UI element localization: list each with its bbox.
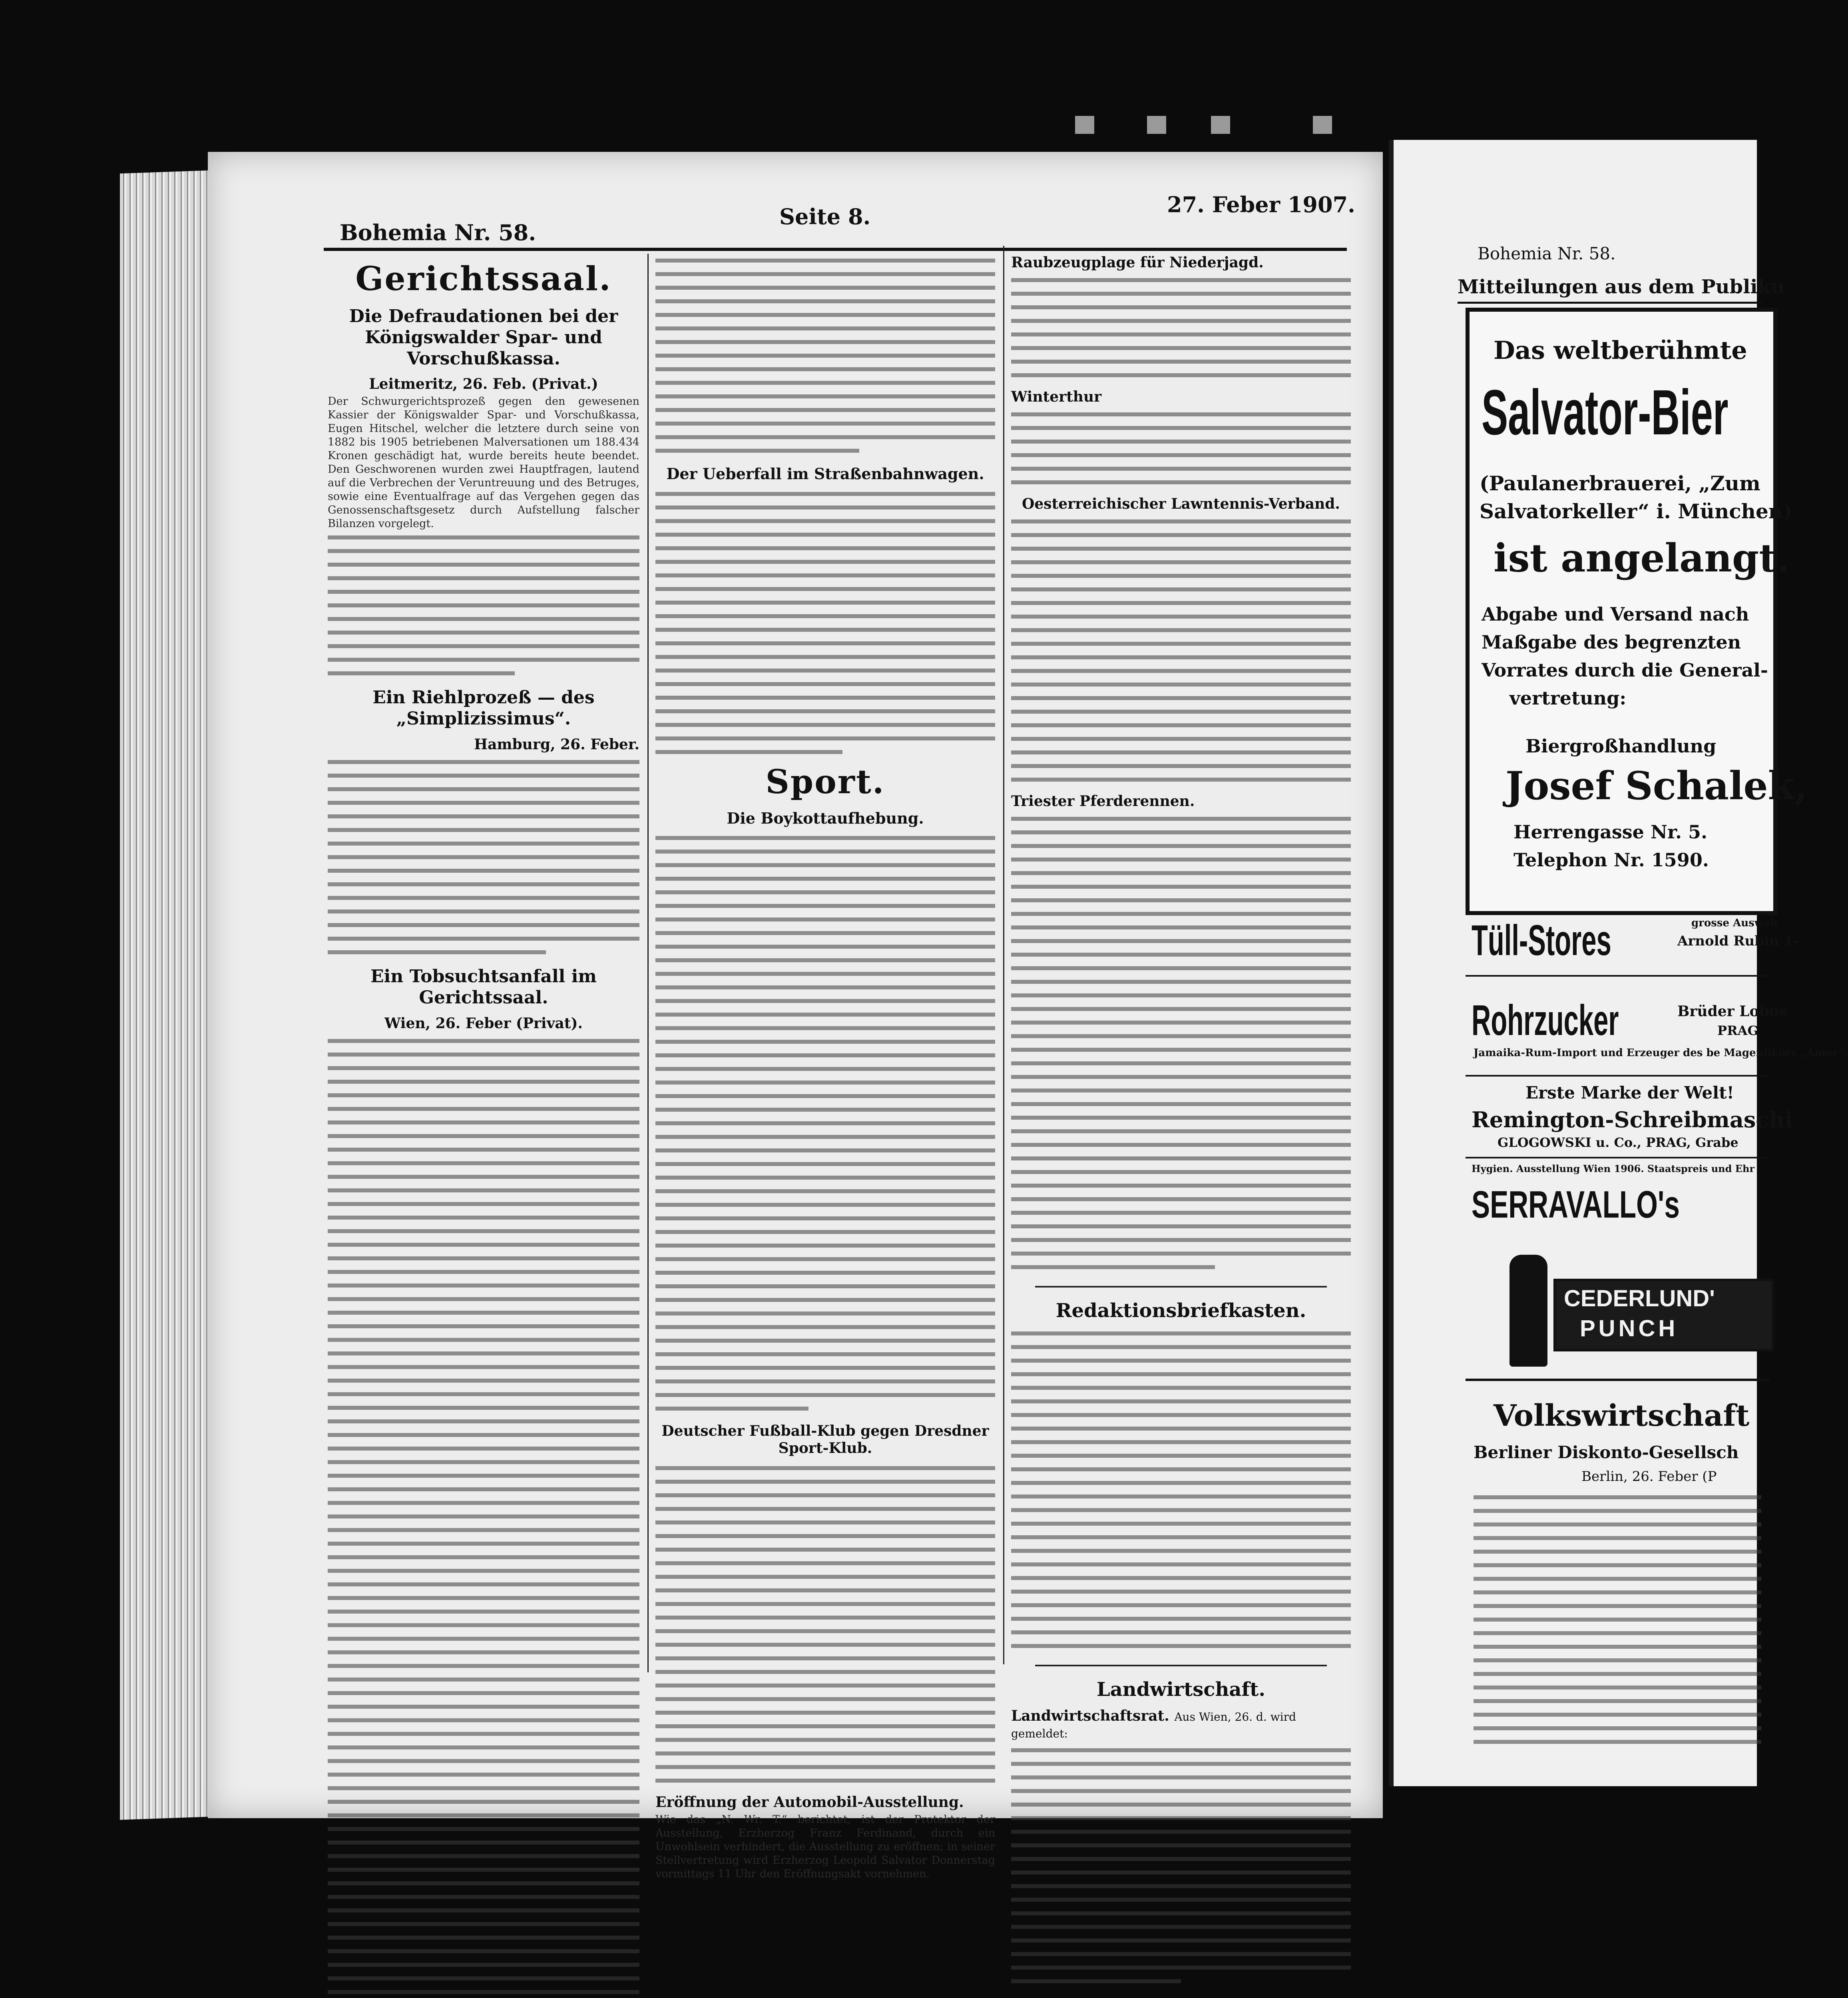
serravallo-ad: SERRAVALLO's xyxy=(1472,1183,1680,1226)
article-title xyxy=(1011,1707,1351,1741)
article-text: Wie das „N. Wr. T.“ berichtet, ist der Protektor der Ausstellung, Erzherzog Franz Ferdinand, durch ein Unwohlsein verhindert, die Ausstellung zu eröffnen; in seiner Stellvertretung wird Erzherzog Leopold Salvator Donnerstag vormittags 11 Uhr den Eröffnungsakt vornehmen. xyxy=(655,1813,995,1880)
separator xyxy=(1035,1665,1327,1666)
header-left: Bohemia Nr. 58. xyxy=(340,220,536,245)
column-divider xyxy=(647,254,649,1672)
header-center: Seite 8. xyxy=(779,204,871,229)
article-text: Der Schwurgerichtsprozeß gegen den gewesenen Kassier der Königswalder Spar- und Vorschußkassa, Eugen Hitschel, welcher die letztere durch seine von 1882 bis 1905 betriebenen Malversationen um 188.434 Kronen geschädigt hat, wurde bereits heute beendet. Den Geschworenen wurden zwei Hauptfragen, lautend auf die Verbrechen der Veruntreuung und des Betruges, sowie eine Eventualfrage auf das Vergehen gegen das Genossenschaftsgesetz durch Aufstellung falscher Bilanzen vorgelegt. xyxy=(328,395,639,530)
book-tab xyxy=(1075,116,1094,134)
ad-rule xyxy=(1466,1379,1769,1381)
ad-side-text: grosse Auswah xyxy=(1691,917,1778,929)
book-page-edges xyxy=(120,170,216,1820)
section-title: Gerichtssaal. xyxy=(355,260,612,298)
book-tab xyxy=(1211,116,1230,134)
text-block xyxy=(655,254,995,458)
column-divider xyxy=(1003,246,1004,1664)
text-block xyxy=(1011,812,1351,1274)
ad-rule xyxy=(1466,1075,1769,1077)
remington-ad: Remington-Schreibmaschi xyxy=(1472,1107,1793,1132)
ad-side-text: Arnold Rubin 1- xyxy=(1677,933,1799,949)
column-2 xyxy=(655,254,995,1880)
section-title: Redaktionsbriefkasten. xyxy=(1055,1299,1306,1322)
ad-sub-text: Jamaika-Rum-Import und Erzeuger des be Magenlikörs „Amor“. xyxy=(1474,1047,1848,1059)
text-block xyxy=(1011,1327,1351,1653)
dateline: Leitmeritz, 26. Feb. (Privat.) xyxy=(369,376,598,393)
book-tab xyxy=(1147,116,1166,134)
banner-rule xyxy=(1458,302,1761,304)
rohrzucker-ad: Rohrzucker xyxy=(1472,996,1619,1044)
header-right: 27. Feber 1907. xyxy=(1167,192,1355,217)
section-title: Sport. xyxy=(765,762,885,801)
text-block xyxy=(655,487,995,759)
separator xyxy=(1035,1286,1327,1288)
right-page xyxy=(1389,140,1848,1786)
ad-rule xyxy=(1466,1157,1769,1158)
ad-line: Abgabe und Versand nach xyxy=(1482,603,1749,625)
ad-line: Das weltberühmte xyxy=(1494,336,1747,365)
dateline: Aus Wien, 26. d. wird gemeldet: xyxy=(1011,1710,1296,1741)
tuell-stores-ad: Tüll-Stores xyxy=(1472,916,1611,964)
public-notices-banner: Mitteilungen aus dem Publiku xyxy=(1458,276,1785,298)
salvator-ad xyxy=(1466,308,1808,915)
ad-line: Vorrates durch die General- xyxy=(1482,659,1768,681)
article-title: Die Boykottaufhebung. xyxy=(727,809,924,827)
text-block xyxy=(1011,1743,1351,1988)
ad-line: (Paulanerbrauerei, „Zum xyxy=(1480,472,1760,495)
dateline: Hamburg, 26. Feber. xyxy=(474,736,639,753)
text-block xyxy=(655,831,995,1415)
cederlund-ad xyxy=(1553,1279,1774,1351)
text-block xyxy=(328,531,639,680)
ad-rule xyxy=(1466,975,1769,977)
section-title: Landwirtschaft. xyxy=(1096,1678,1266,1701)
left-page xyxy=(208,152,1383,1880)
bottle-icon xyxy=(1509,1255,1547,1367)
ad-side-text: PRAG xyxy=(1717,1023,1758,1038)
right-header: Bohemia Nr. 58. xyxy=(1478,244,1616,263)
ad-line: Maßgabe des begrenzten xyxy=(1482,631,1741,653)
text-block xyxy=(328,755,639,959)
text-block xyxy=(328,1034,639,1998)
ad-line: Biergroßhandlung xyxy=(1525,735,1717,757)
text-block xyxy=(1011,273,1351,382)
right-text-block xyxy=(1474,1491,1761,1750)
text-block xyxy=(655,1461,995,1787)
text-block xyxy=(1011,515,1351,786)
ad-headline: Salvator-Bier xyxy=(1482,376,1729,448)
book-tab xyxy=(1313,116,1332,134)
article-title: Ein Riehlprozeß — des „Simplizissimus“. xyxy=(372,687,595,729)
article-title: Winterthur xyxy=(1011,388,1102,405)
article-title: Deutscher Fußball-Klub gegen Dresdner Sport-Klub. xyxy=(661,1423,989,1457)
ad-line: Telephon Nr. 1590. xyxy=(1513,849,1709,871)
article-title: Triester Pferderennen. xyxy=(1011,793,1195,810)
ad-line: vertretung: xyxy=(1509,687,1627,709)
subsection-title: Berliner Diskonto-Gesellsch xyxy=(1474,1443,1739,1462)
ad-line: Hygien. Ausstellung Wien 1906. Staatspreis und Ehr xyxy=(1472,1163,1755,1174)
ad-line: Josef Schalek, xyxy=(1505,763,1808,808)
article-title-text: Landwirtschaftsrat. xyxy=(1011,1707,1169,1725)
ad-line: GLOGOWSKI u. Co., PRAG, Grabe xyxy=(1498,1135,1738,1150)
column-1 xyxy=(328,256,639,1670)
article-title: Der Ueberfall im Straßenbahnwagen. xyxy=(666,465,984,483)
dateline: Wien, 26. Feber (Privat). xyxy=(384,1015,583,1032)
article-title: Ein Tobsuchtsanfall im Gerichtssaal. xyxy=(370,966,597,1008)
ad-line: Erste Marke der Welt! xyxy=(1525,1083,1734,1102)
ad-line: PUNCH xyxy=(1580,1315,1679,1341)
ad-side-text: Brüder Lobos xyxy=(1677,1003,1787,1020)
article-title: Oesterreichischer Lawntennis-Verband. xyxy=(1022,496,1340,512)
dateline: Berlin, 26. Feber (P xyxy=(1581,1469,1717,1485)
ad-line: Herrengasse Nr. 5. xyxy=(1513,821,1708,843)
article-title: Eröffnung der Automobil-Ausstellung. xyxy=(655,1793,964,1811)
ad-line: CEDERLUND' xyxy=(1564,1286,1715,1311)
article-title: Raubzeugplage für Niederjagd. xyxy=(1011,254,1264,271)
ad-line: Salvatorkeller“ i. München) xyxy=(1480,500,1792,523)
article-title: Die Defraudationen bei der Königswalder Spar- und Vorschußkassa. xyxy=(349,306,618,369)
text-block xyxy=(1011,408,1351,489)
column-3 xyxy=(1011,248,1351,1741)
ad-line: ist angelangt. xyxy=(1494,535,1790,581)
section-title: Volkswirtschaft xyxy=(1494,1399,1750,1433)
